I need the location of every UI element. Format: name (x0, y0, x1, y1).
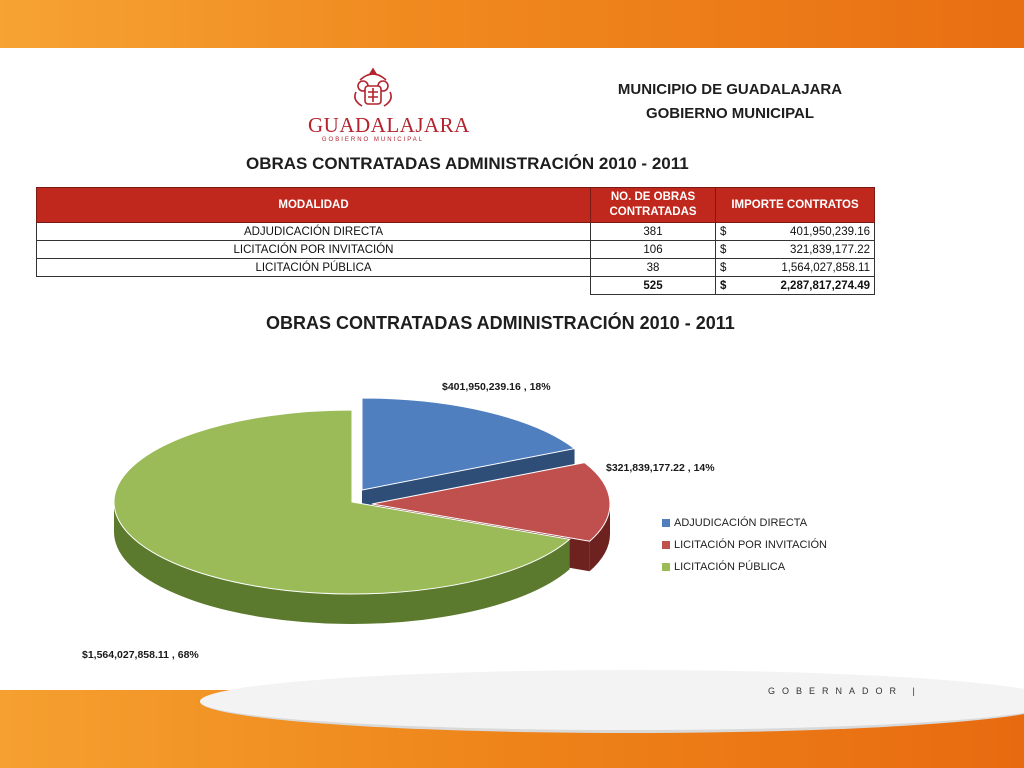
cell-obras: 381 (591, 223, 716, 241)
cell-modalidad: ADJUDICACIÓN DIRECTA (37, 223, 591, 241)
cell-importe: 1,564,027,858.11 (742, 259, 875, 277)
legend-swatch (662, 563, 670, 571)
legend-swatch (662, 541, 670, 549)
total-importe: 2,287,817,274.49 (742, 277, 875, 295)
legend-label: LICITACIÓN PÚBLICA (674, 561, 786, 573)
legend-item (662, 512, 827, 534)
footer-text: GOBERNADOR | (768, 686, 922, 696)
cell-currency: $ (716, 223, 743, 241)
chart-title: OBRAS CONTRATADAS ADMINISTRACIÓN 2010 - 2011 (266, 313, 735, 333)
legend-label: ADJUDICACIÓN DIRECTA (674, 517, 808, 529)
cell-obras: 106 (591, 241, 716, 259)
legend-swatch (662, 519, 670, 527)
data-label-adjudicacion: $401,950,239.16 , 18% (442, 381, 551, 393)
data-label-invitacion: $321,839,177.22 , 14% (606, 462, 715, 474)
table-title: OBRAS CONTRATADAS ADMINISTRACIÓN 2010 - 2011 (246, 154, 689, 173)
total-currency: $ (716, 277, 743, 295)
data-label-publica: $1,564,027,858.11 , 68% (82, 649, 199, 661)
legend-item (662, 556, 827, 578)
col-modalidad: MODALIDAD (37, 188, 591, 223)
cell-importe: 401,950,239.16 (742, 223, 875, 241)
cell-modalidad: LICITACIÓN POR INVITACIÓN (37, 241, 591, 259)
legend-label: LICITACIÓN POR INVITACIÓN (674, 539, 827, 551)
logo-subtitle: GOBIERNO MUNICIPAL (321, 137, 425, 143)
col-no-obras: NO. DE OBRAS CONTRATADAS (591, 188, 716, 223)
cell-obras: 38 (591, 259, 716, 277)
cell-currency: $ (716, 241, 743, 259)
col-importe: IMPORTE CONTRATOS (716, 188, 875, 223)
total-obras: 525 (591, 277, 716, 295)
header-municipio: MUNICIPIO DE GUADALAJARA (617, 81, 843, 98)
cell-modalidad: LICITACIÓN PÚBLICA (37, 259, 591, 277)
legend-item (662, 534, 827, 556)
cell-currency: $ (716, 259, 743, 277)
cell-importe: 321,839,177.22 (742, 241, 875, 259)
header-gobierno: GOBIERNO MUNICIPAL (645, 105, 815, 122)
logo-wordmark: GUADALAJARA (308, 113, 470, 137)
chart-legend (662, 512, 827, 578)
